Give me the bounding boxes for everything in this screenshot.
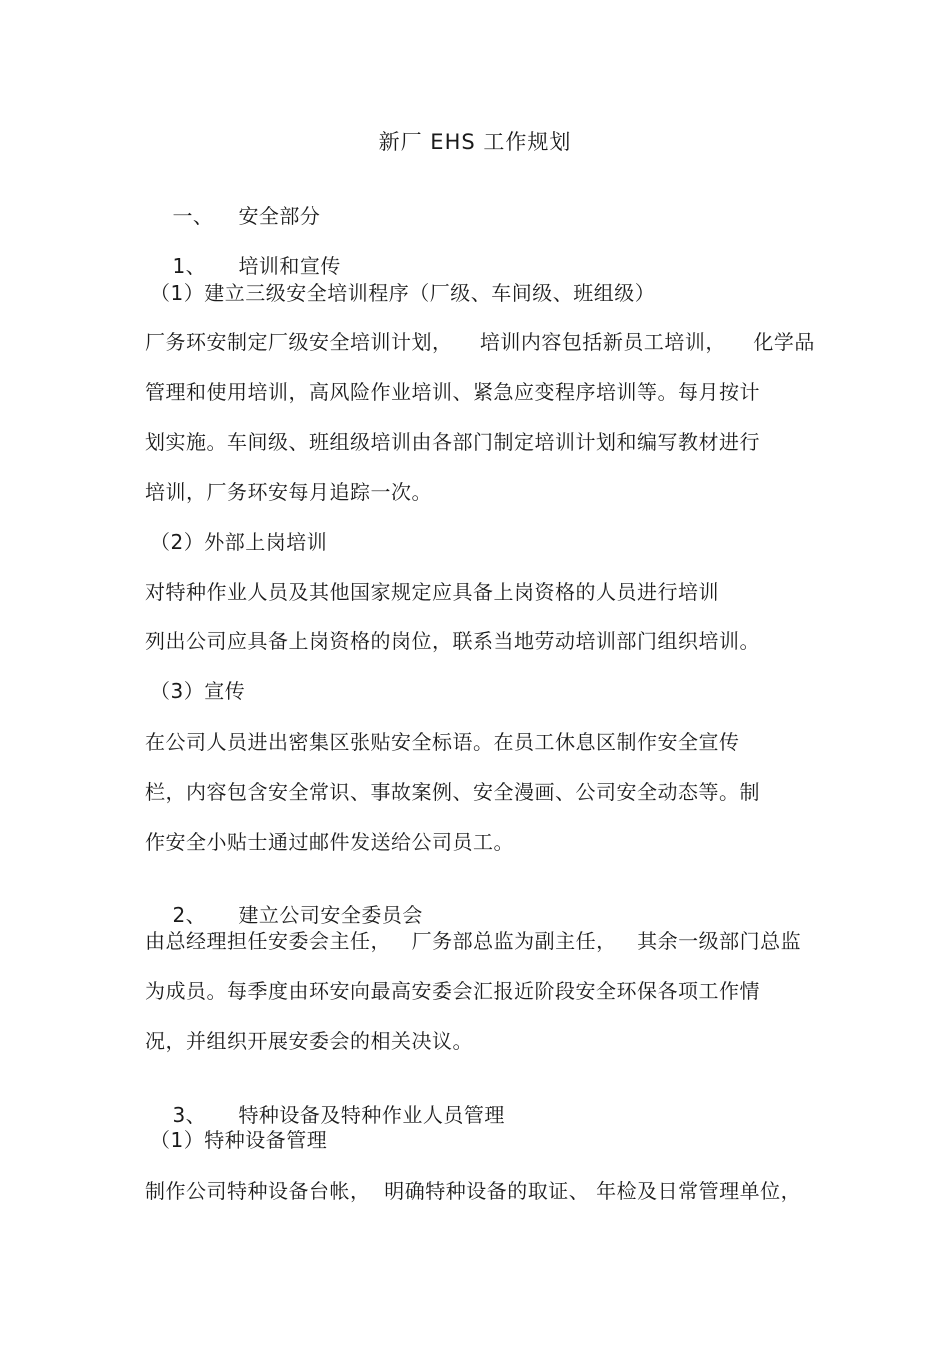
paragraph-line: 栏，内容包含安全常识、事故案例、安全漫画、公司安全动态等。制 <box>145 780 760 804</box>
section-title: 安全部分 <box>238 204 321 228</box>
item-heading-equipment-management: （1）特种设备管理 <box>150 1128 328 1152</box>
subsection-number: 2、 <box>172 903 207 927</box>
paragraph-line: 划实施。车间级、班组级培训由各部门制定培训计划和编写教材进行 <box>145 430 760 454</box>
item-heading-three-level-training: （1）建立三级安全培训程序（厂级、车间级、班组级） <box>150 281 656 305</box>
subsection-number: 3、 <box>172 1103 207 1127</box>
paragraph-line: 制作公司特种设备台帐， 明确特种设备的取证、 年检及日常管理单位， <box>145 1179 802 1203</box>
subsection-title: 培训和宣传 <box>238 254 341 278</box>
subsection-title: 特种设备及特种作业人员管理 <box>238 1103 505 1127</box>
section-number: 一、 <box>172 204 214 228</box>
paragraph-line: 况，并组织开展安委会的相关决议。 <box>145 1029 473 1053</box>
document-title: 新厂 EHS 工作规划 <box>378 130 572 154</box>
paragraph-line: 培训，厂务环安每月追踪一次。 <box>145 480 432 504</box>
item-heading-external-training: （2）外部上岗培训 <box>150 530 328 554</box>
paragraph-line: 由总经理担任安委会主任， 厂务部总监为副主任， 其余一级部门总监 <box>145 929 802 953</box>
item-heading-publicity: （3）宣传 <box>150 679 246 703</box>
paragraph-line: 作安全小贴士通过邮件发送给公司员工。 <box>145 830 514 854</box>
subsection-title: 建立公司安全委员会 <box>238 903 423 927</box>
paragraph-line: 厂务环安制定厂级安全培训计划， 培训内容包括新员工培训， 化学品 <box>145 330 815 354</box>
paragraph-line: 为成员。每季度由环安向最高安委会汇报近阶段安全环保各项工作情 <box>145 979 760 1003</box>
paragraph-line: 对特种作业人员及其他国家规定应具备上岗资格的人员进行培训 <box>145 580 719 604</box>
paragraph-line: 管理和使用培训，高风险作业培训、紧急应变程序培训等。每月按计 <box>145 380 760 404</box>
paragraph-line: 列出公司应具备上岗资格的岗位，联系当地劳动培训部门组织培训。 <box>145 629 760 653</box>
subsection-number: 1、 <box>172 254 207 278</box>
paragraph-line: 在公司人员进出密集区张贴安全标语。在员工休息区制作安全宣传 <box>145 730 740 754</box>
